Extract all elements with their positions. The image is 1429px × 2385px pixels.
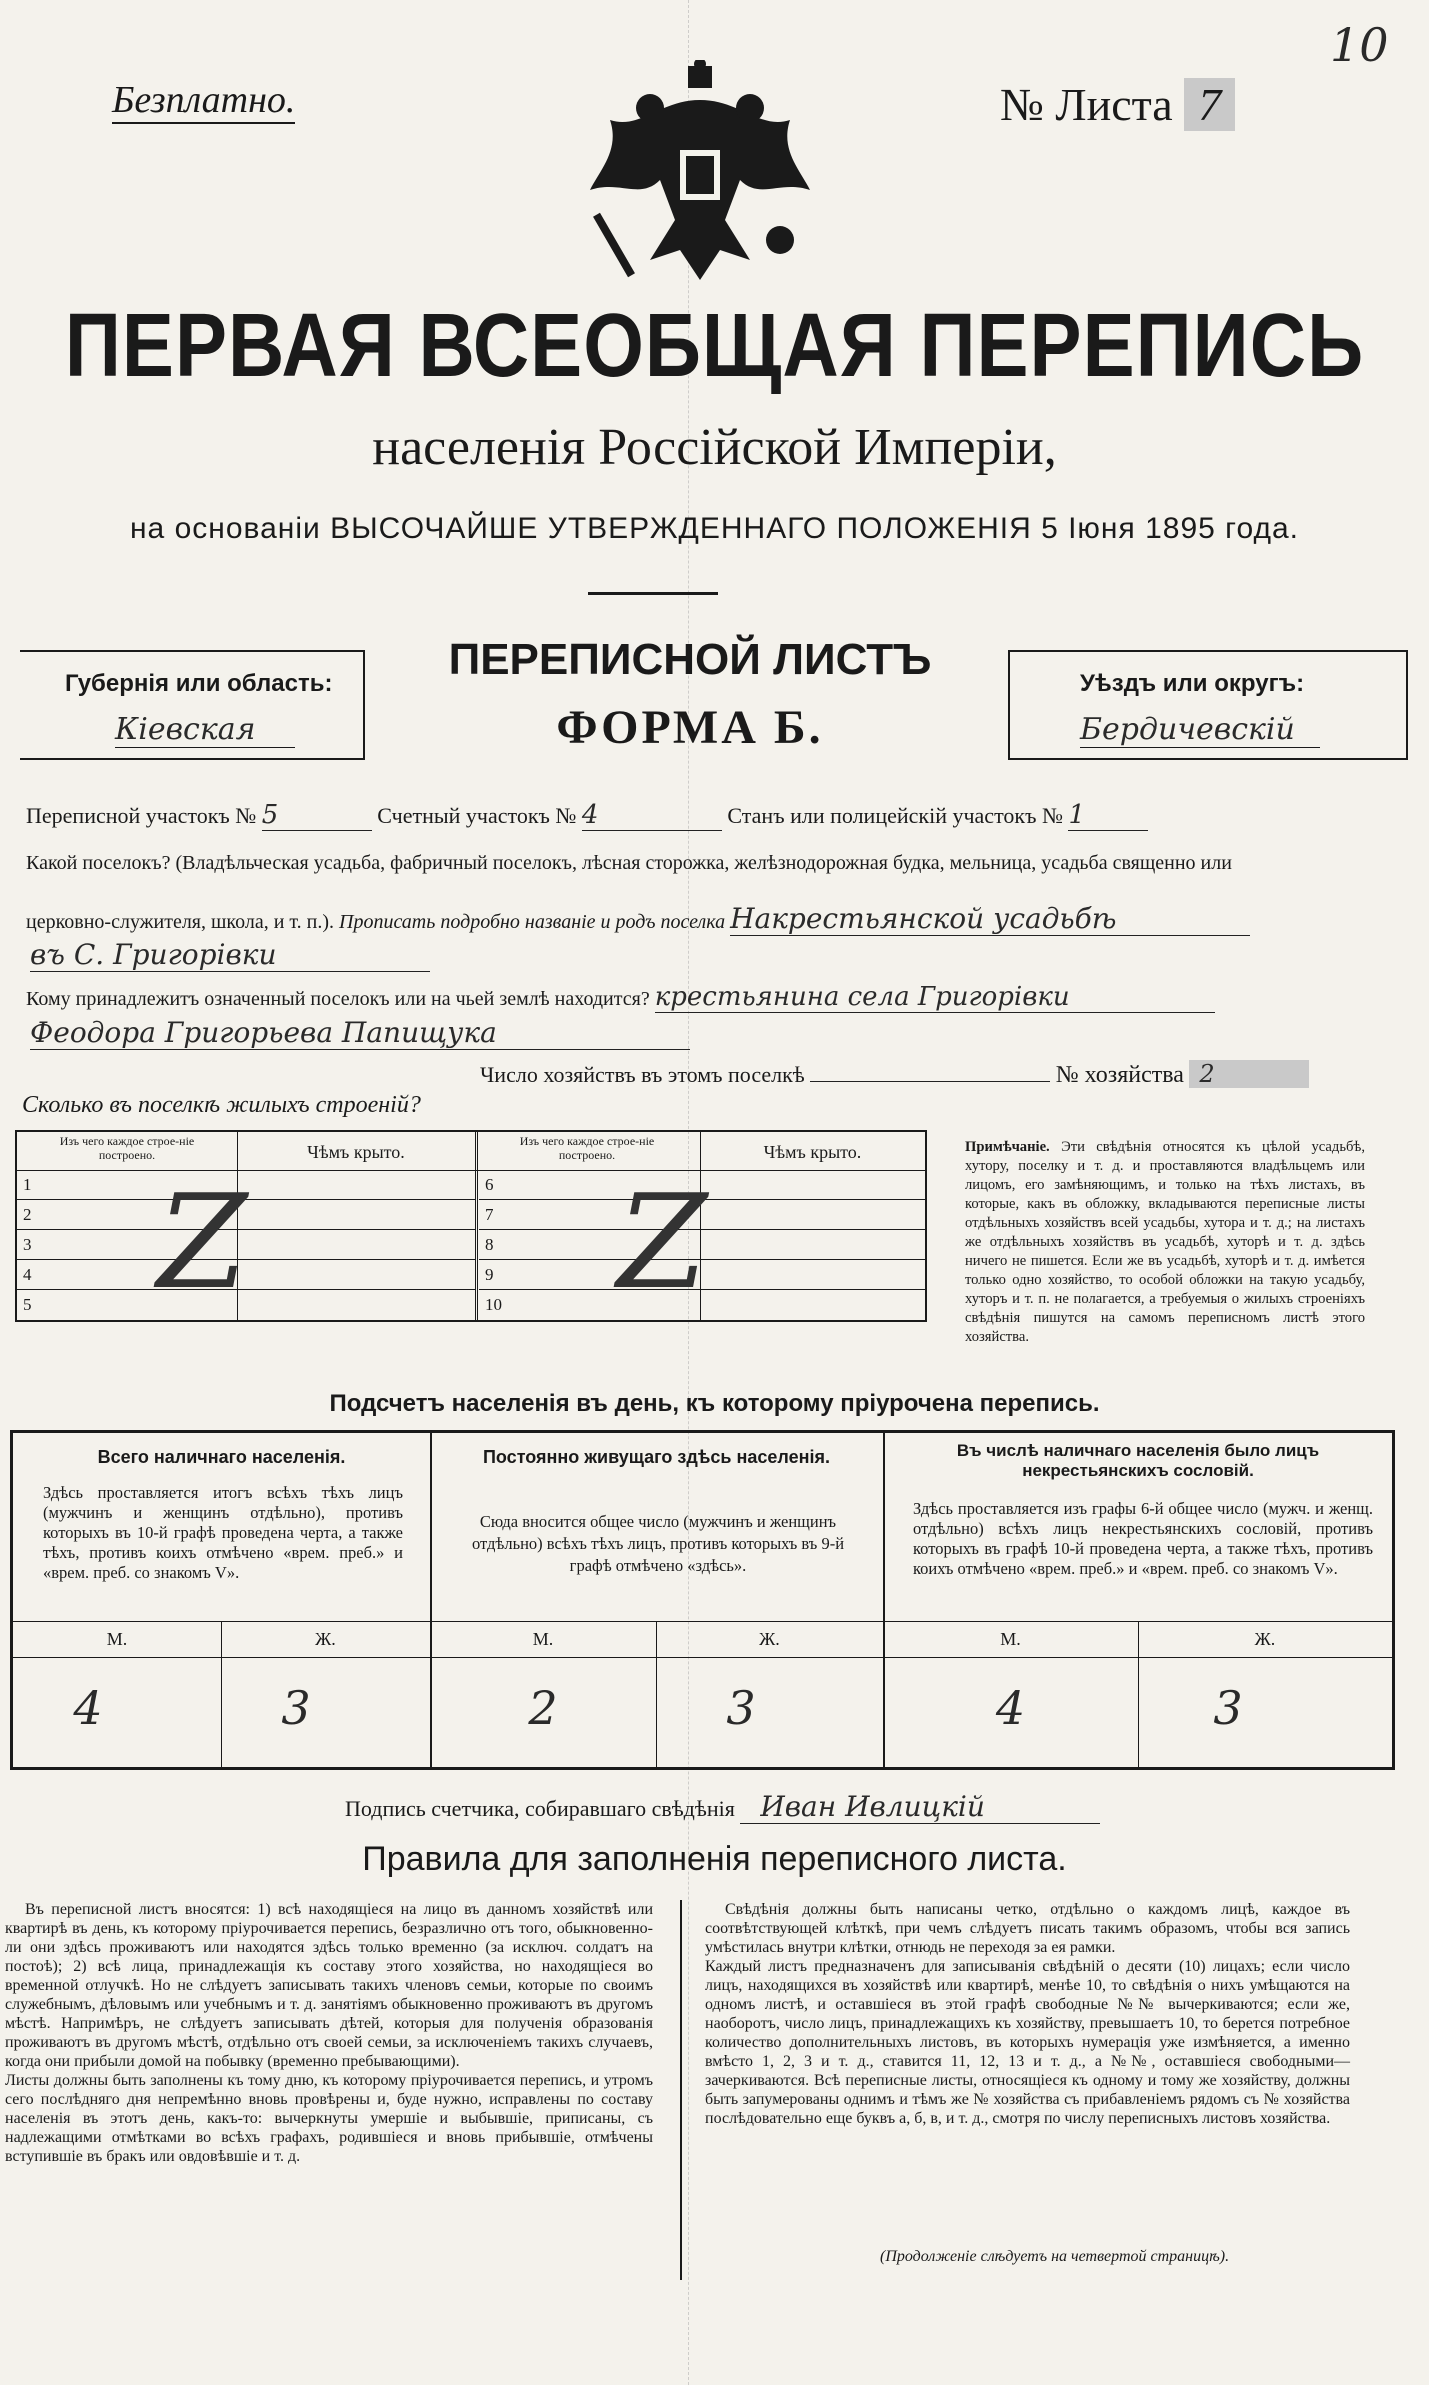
owner-value-2: Феодора Григорьева Папищука (30, 1016, 690, 1050)
building-row-number: 10 (485, 1295, 502, 1314)
province-value: Кіевская (115, 712, 295, 748)
settlement-hint: (Владѣльческая усадьба, фабричный поселокъ, лѣсная сторожка, желѣзнодорожная будка, мельница, усадьба священно или (175, 852, 1232, 874)
building-row-number: 3 (23, 1235, 32, 1254)
col1-m-value: 4 (73, 1681, 103, 1735)
total-population-header: Всего наличнаго населенія. (97, 1447, 346, 1467)
settlement-question: Какой поселокъ? (26, 852, 171, 874)
rules-divider (680, 1900, 682, 2280)
building-row-number: 6 (485, 1175, 494, 1194)
settlement-value-2: въ С. Григорівки (30, 938, 430, 972)
sheet-number-text: № Листа (1000, 79, 1173, 130)
count-area-value: 4 (582, 800, 722, 831)
subtitle: населенія Россійской Имперіи, (372, 419, 1057, 476)
sheet-number-value: 7 (1184, 78, 1235, 131)
police-label: Станъ или полицейскій участокъ № (727, 803, 1063, 828)
total-population-text: Здѣсь проставляется итогъ всѣхъ тѣхъ лицъ (мужчинъ и женщинъ отдѣльно), противъ которыхъ въ 10-й графѣ проведена черта, а также тѣхъ, противъ коихъ отмѣчено «врем. преб.» и «врем. преб. со знакомъ V». (43, 1483, 403, 1582)
resident-population-header: Постоянно живущаго здѣсь населенія. (482, 1447, 830, 1467)
note (965, 1138, 1365, 1347)
col1-f-value: 3 (281, 1681, 311, 1735)
note-title: Примѣчаніе. (965, 1139, 1050, 1155)
form-type: ФОРМА Б. (556, 701, 824, 754)
province-label: Губернія или область: (65, 670, 333, 697)
census-area-row (26, 800, 1148, 831)
free-label: Безплатно. (112, 78, 295, 124)
col2-m-value: 2 (528, 1681, 558, 1735)
corner-number: 10 (1330, 18, 1389, 72)
settlement-row-2 (26, 902, 1250, 936)
rules-continued: (Продолженіе слѣдуетъ на четвертой страницѣ). (880, 2248, 1230, 2265)
district-box (1008, 650, 1408, 760)
building-row-number: 1 (23, 1175, 32, 1194)
col3-f-value: 3 (1213, 1681, 1243, 1735)
building-row-number: 2 (23, 1205, 32, 1224)
settlement-row (26, 852, 1232, 875)
form-title: ПЕРЕПИСНОЙ ЛИСТЪ (448, 635, 932, 684)
owner-value: крестьянина села Григорівки (655, 982, 1215, 1013)
police-value: 1 (1068, 800, 1148, 831)
col3-m-label: М. (1000, 1629, 1021, 1649)
non-peasant-text: Здѣсь проставляется изъ графы 6-й общее число (мужч. и женщ. отдѣльно) всѣхъ лицъ некрестьянскихъ сословій, противъ которыхъ въ графѣ 10-й проведена черта, а также тѣхъ, противъ коихъ отмѣчено «врем. преб.» и «врем. преб. со знакомъ V». (913, 1499, 1373, 1578)
title-divider (588, 592, 718, 595)
owner-row (26, 982, 1215, 1013)
col1-f-label: Ж. (315, 1629, 336, 1649)
district-value: Бердичевскій (1080, 712, 1320, 748)
roof-header-right: Чѣмъ крыто. (763, 1142, 862, 1162)
district-label: Уѣздъ или округъ: (1080, 670, 1305, 697)
signature-value: Иван Ивлицкій (740, 1790, 1100, 1824)
settlement-hint-2: церковно-служителя, школа, и т. п.). (26, 911, 334, 933)
settlement-instruction: Прописать подробно названіе и родъ поселка (339, 911, 726, 933)
signature-label: Подпись счетчика, собиравшаго свѣдѣнія (345, 1796, 735, 1821)
census-area-label: Переписной участокъ № (26, 803, 257, 828)
col1-m-label: М. (106, 1629, 128, 1649)
roof-header-left: Чѣмъ крыто. (307, 1142, 405, 1162)
rules-right-column: Свѣдѣнія должны быть написаны четко, отдѣльно о каждомъ лицѣ, каждое въ соотвѣтствующей клѣткѣ, при чемъ слѣдуетъ писать такимъ образомъ, чтобы вся запись умѣстилась внутри клѣтки, отнюдь не переходя за ея рамки. Каждый листъ предназначенъ для записыванія свѣдѣній о десяти (10) лицахъ; если число лицъ, находящихся въ хозяйствѣ или квартирѣ, менѣе 10, то свѣдѣнія о нихъ умѣщаются на одномъ листѣ, и оставшіеся въ этой графѣ свободные №№ вычеркиваются; если же, наоборотъ, число лицъ, принадлежащихъ къ хозяйству, превышаетъ 10, то берется потребное количество дополнительныхъ листовъ, въ которыхъ нумерація уже измѣняется, а именно вмѣсто 1, 2, 3 и т. д., ставится 11, 12, 13 и т. д., а №№, оставшіеся свободными—зачеркиваются. Всѣ переписные листы, относящіеся къ одному и тому же хозяйству, должны быть запумерованы однимъ и тѣмъ же № хозяйства съ прибавленіемъ рядомъ съ № хозяйства послѣдовательно еще буквъ а, б, в, и т. д., смотря по числу переписныхъ листовъ хозяйства. (705, 1901, 1350, 2127)
material-header-right: Изъ чего каждое строе-ніе построено. (519, 1134, 655, 1162)
count-area-label: Счетный участокъ № (377, 803, 577, 828)
dash-mark-left: Z (157, 1166, 248, 1318)
building-row-number: 5 (23, 1295, 32, 1314)
households-row (480, 1060, 1309, 1089)
count-section-title: Подсчетъ населенія въ день, къ которому пріурочена перепись. (329, 1390, 1100, 1417)
building-row-number: 8 (485, 1235, 494, 1254)
building-row-number: 4 (23, 1265, 32, 1284)
material-header-left: Изъ чего каждое строе-ніе построено. (59, 1134, 195, 1162)
household-no-label: № хозяйства (1055, 1062, 1184, 1088)
non-peasant-header: Въ числѣ наличнаго населенія было лицъ некрестьянскихъ сословій. (956, 1441, 1320, 1480)
col3-f-label: Ж. (1254, 1629, 1276, 1649)
col2-m-label: М. (532, 1629, 554, 1649)
rules-title: Правила для заполненія переписного листа. (362, 1840, 1067, 1878)
census-area-value: 5 (262, 800, 372, 831)
col3-m-value: 4 (995, 1681, 1026, 1735)
buildings-table (15, 1130, 927, 1322)
resident-population-text: Сюда вносится общее число (мужчинъ и женщинъ отдѣльно) всѣхъ тѣхъ лицъ, противъ которыхъ въ 9-й графѣ отмѣчено «здѣсь». (471, 1512, 845, 1575)
household-no-value: 2 (1189, 1060, 1309, 1088)
buildings-label: Сколько въ поселкѣ жилыхъ строеній? (22, 1092, 421, 1118)
note-text: Эти свѣдѣнія относятся къ цѣлой усадьбѣ, хутору, поселку и т. д. и проставляются владѣльцемъ или лицомъ, его замѣняющимъ, и только на тѣхъ листахъ, въ которые, какъ въ обложку, вкладываются переписные листы отдѣльныхъ хозяйствъ всей усадьбы, хутора и т. д.; на листахъ же отдѣльныхъ хозяйствъ въ усадьбѣ, хуторѣ и т. д. здѣсь ничего не пишется. Если же въ усадьбѣ, хуторѣ и т. д. имѣется только одно хозяйство, то особой обложки на такую усадьбу, хуторъ и т. п. не полагается, а требуемыя о жилыхъ строеніяхъ свѣдѣнія пишутся на самомъ переписномъ листѣ этого хозяйства. (965, 1139, 1365, 1345)
sheet-number-label (1000, 78, 1235, 131)
building-row-number: 7 (485, 1205, 494, 1224)
double-headed-eagle-emblem-icon (580, 60, 820, 290)
owner-label: Кому принадлежитъ означенный поселокъ или на чьей землѣ находится? (26, 988, 650, 1010)
signature-row (345, 1790, 1100, 1824)
basis-line: на основаніи ВЫСОЧАЙШЕ УТВЕРЖДЕННАГО ПОЛОЖЕНІЯ 5 Іюня 1895 года. (129, 512, 1299, 545)
col2-f-value: 3 (726, 1681, 756, 1735)
households-label: Число хозяйствъ въ этомъ поселкѣ (480, 1062, 805, 1087)
settlement-value: Накрестьянской усадьбѣ (730, 902, 1250, 936)
rules-left-column: Въ переписной листъ вносятся: 1) всѣ находящіеся на лицо въ данномъ хозяйствѣ или квартирѣ въ день, къ которому пріурочивается перепись, безразлично отъ того, обыкновенно-ли они здѣсь проживаютъ или находятся здѣсь только временно (за исключ. солдатъ на постоѣ); 2) всѣ лица, принадлежащія къ составу этого хозяйства, но находящіеся во временной отлучкѣ. Но не слѣдуетъ записывать такихъ членовъ семьи, которые по своимъ служебнымъ, дѣловымъ или учебнымъ и т. д. занятіямъ обыкновенно проживаютъ въ другомъ мѣстѣ. Напримѣръ, не слѣдуетъ записывать дѣтей, которыя для полученія образованія проживаютъ въ другомъ мѣстѣ, отдѣльно отъ своей семьи, за исключеніемъ такихъ случаевъ, когда они прибыли домой на побывку (временно пребывающими). Листы должны быть заполнены къ тому дню, къ которому пріурочивается перепись, и утромъ сего послѣдняго дня непремѣнно вновь провѣрены и, буде нужно, исправлены по составу населенія въ этотъ день, какъ-то: вычеркнуты умершіе и выбывшіе, приписаны, съ надлежащими отмѣтками во всѣхъ графахъ, родившіеся и вновь прибывшіе, отмѣчены вступившіе въ бракъ или овдовѣвшіе и т. д. (5, 1901, 653, 2165)
dash-mark-right: Z (617, 1166, 708, 1318)
col2-f-label: Ж. (759, 1629, 780, 1649)
main-title: ПЕРВАЯ ВСЕОБЩАЯ ПЕРЕПИСЬ (64, 294, 1365, 396)
building-row-number: 9 (485, 1265, 494, 1284)
province-box (20, 650, 365, 760)
households-blank (810, 1081, 1050, 1082)
count-table (10, 1430, 1395, 1770)
